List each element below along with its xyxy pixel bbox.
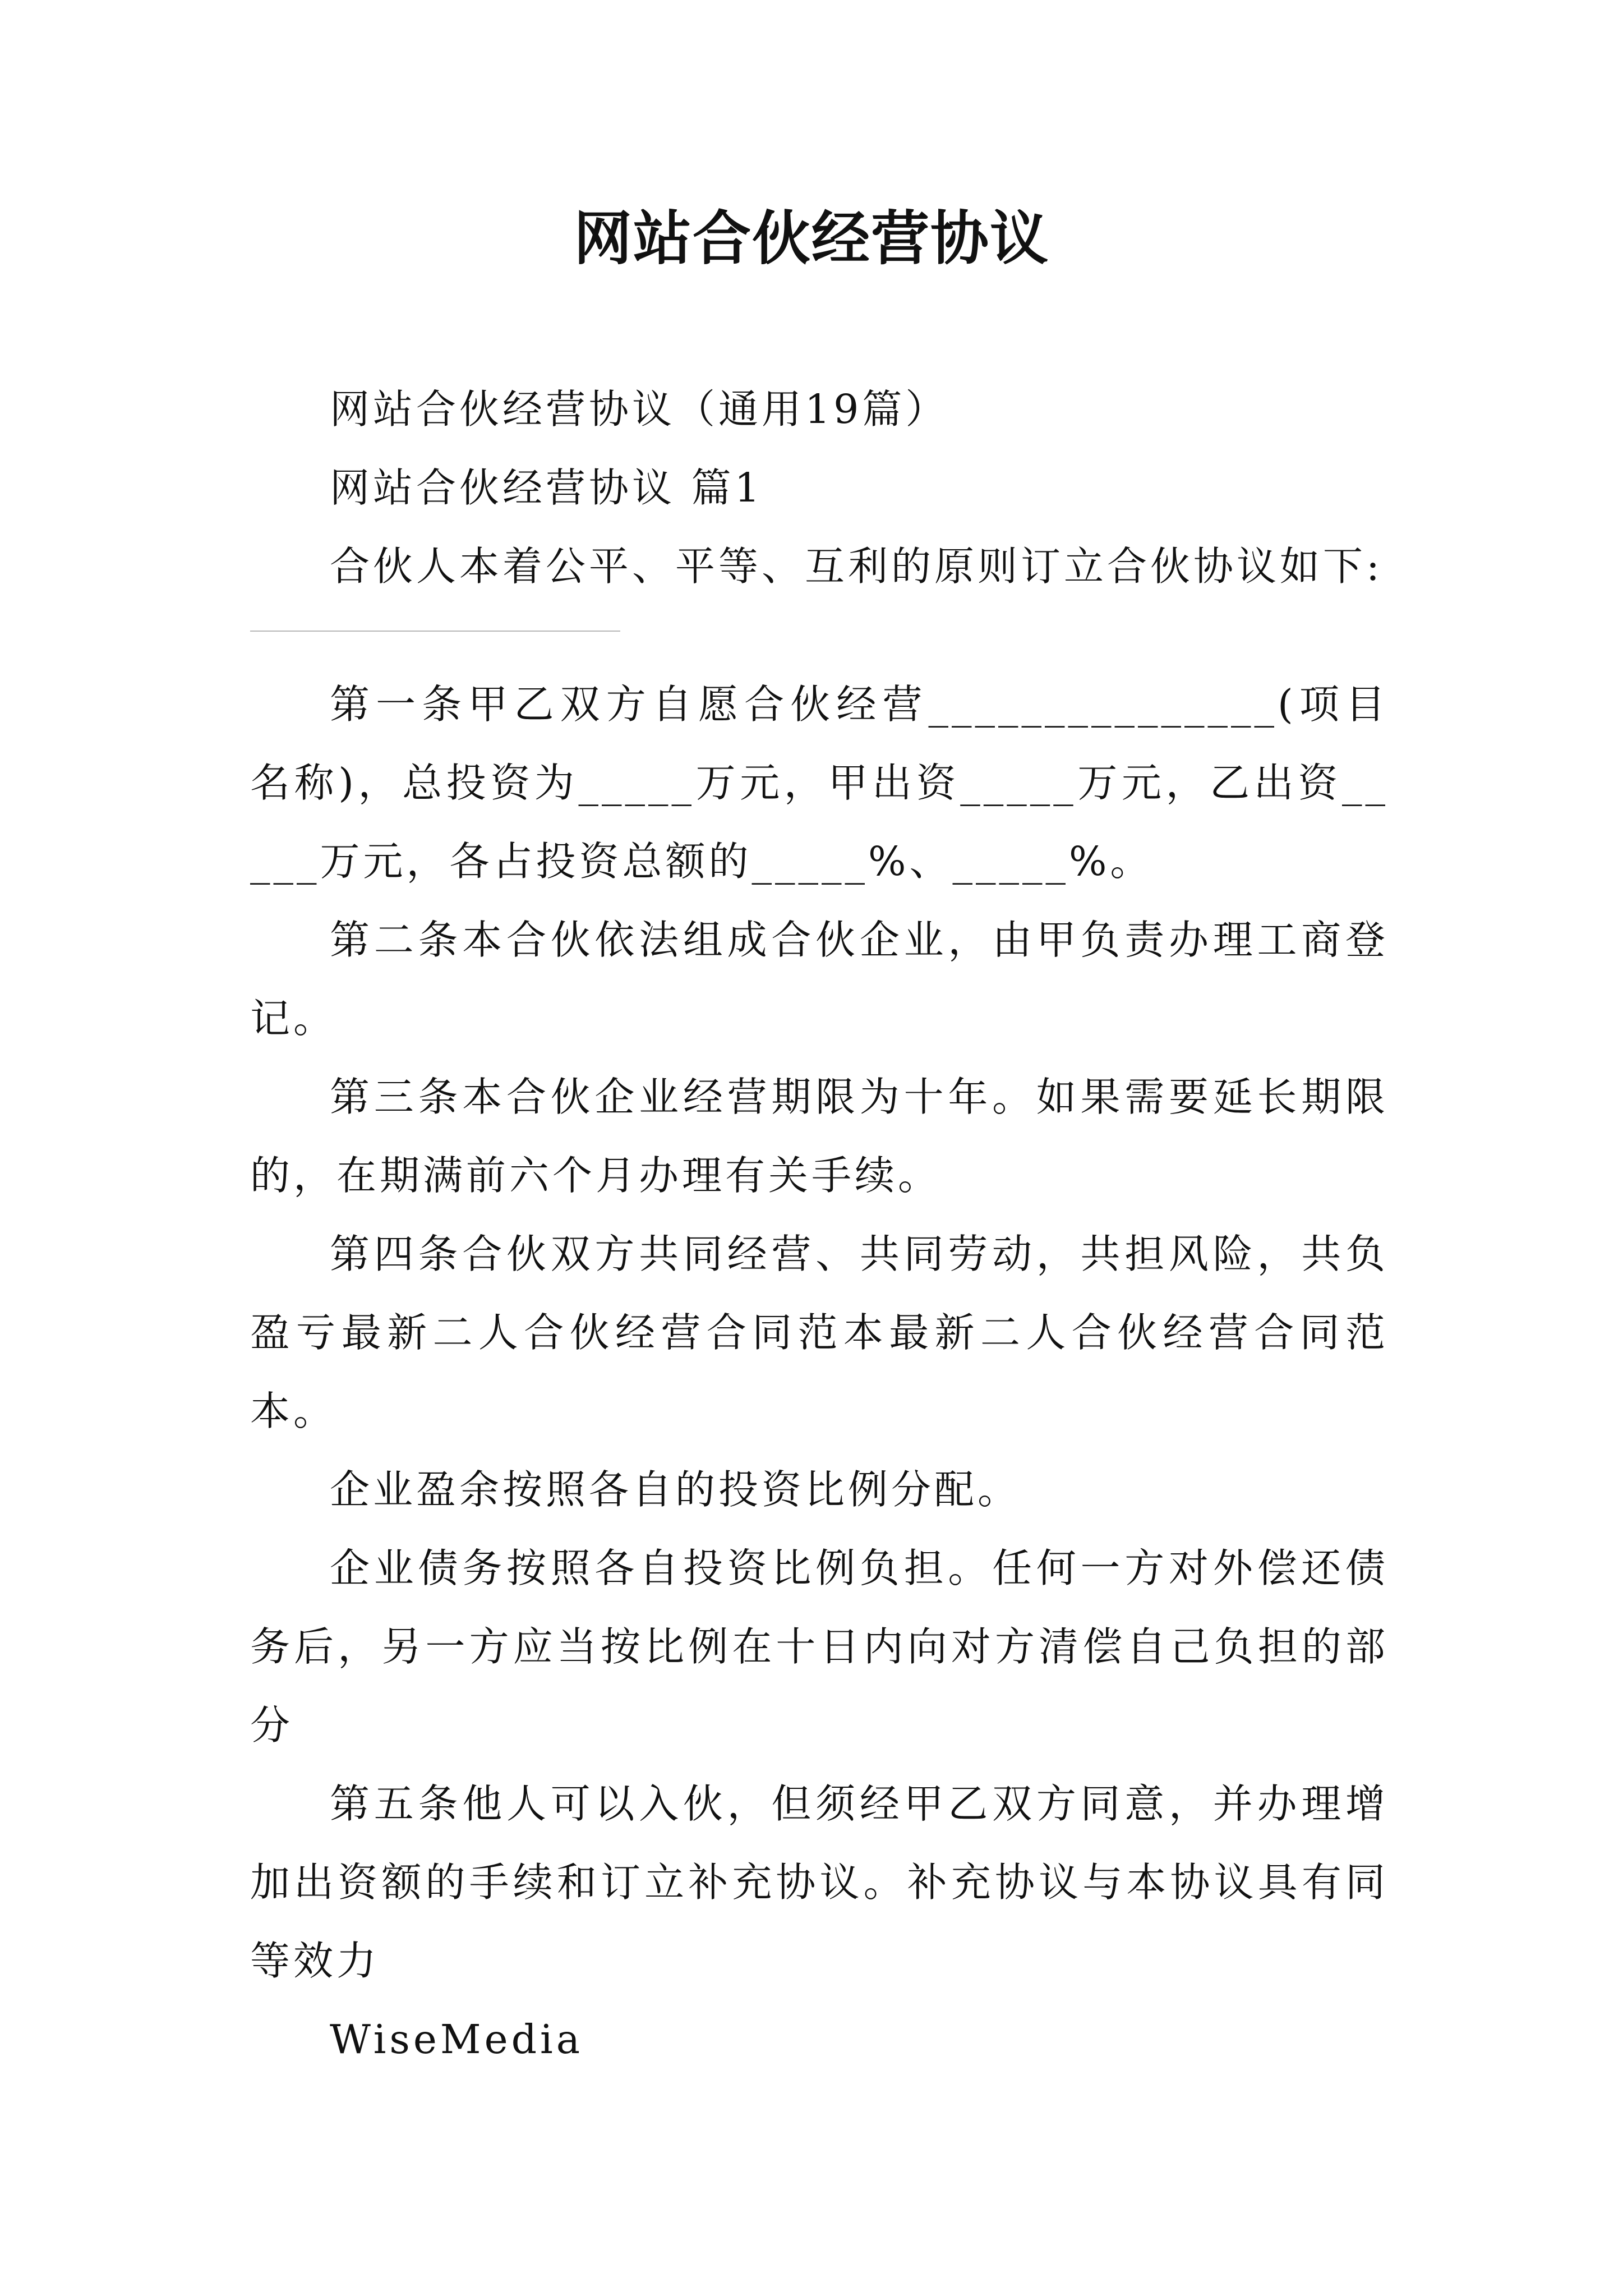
footer-text: WiseMedia xyxy=(330,2016,584,2063)
article-4-paragraph: 第四条合伙双方共同经营、共同劳动，共担风险，共负盈亏最新二人合伙经营合同范本最新二人合伙经营合同范本。 xyxy=(250,1231,1389,1434)
subtitle-paragraph: 网站合伙经营协议（通用19篇） xyxy=(330,386,949,432)
intro-paragraph: 合伙人本着公平、平等、互利的原则订立合伙协议如下: xyxy=(330,543,1383,590)
profit-paragraph: 企业盈余按照各自的投资比例分配。 xyxy=(330,1466,1021,1513)
article-3-paragraph: 第三条本合伙企业经营期限为十年。如果需要延长期限的，在期满前六个月办理有关手续。 xyxy=(250,1074,1389,1199)
article-2-paragraph: 第二条本合伙依法组成合伙企业，由甲负责办理工商登记。 xyxy=(250,917,1389,1042)
article-1-paragraph: 第一条甲乙双方自愿合伙经营_______________(项目名称)，总投资为_____万元，甲出资_____万元，乙出资_____万元，各占投资总额的_____%、_____%。 xyxy=(250,681,1389,885)
document-title: 网站合伙经营协议 xyxy=(573,204,1049,273)
divider-line xyxy=(250,631,620,632)
section-heading: 网站合伙经营协议 篇1 xyxy=(330,464,763,511)
document-body xyxy=(250,370,1389,2079)
debt-paragraph: 企业债务按照各自投资比例负担。任何一方对外偿还债务后，另一方应当按比例在十日内向对方清偿自己负担的部分 xyxy=(250,1545,1389,1749)
article-5-paragraph: 第五条他人可以入伙，但须经甲乙双方同意，并办理增加出资额的手续和订立补充协议。补充协议与本协议具有同等效力 xyxy=(250,1780,1389,1984)
